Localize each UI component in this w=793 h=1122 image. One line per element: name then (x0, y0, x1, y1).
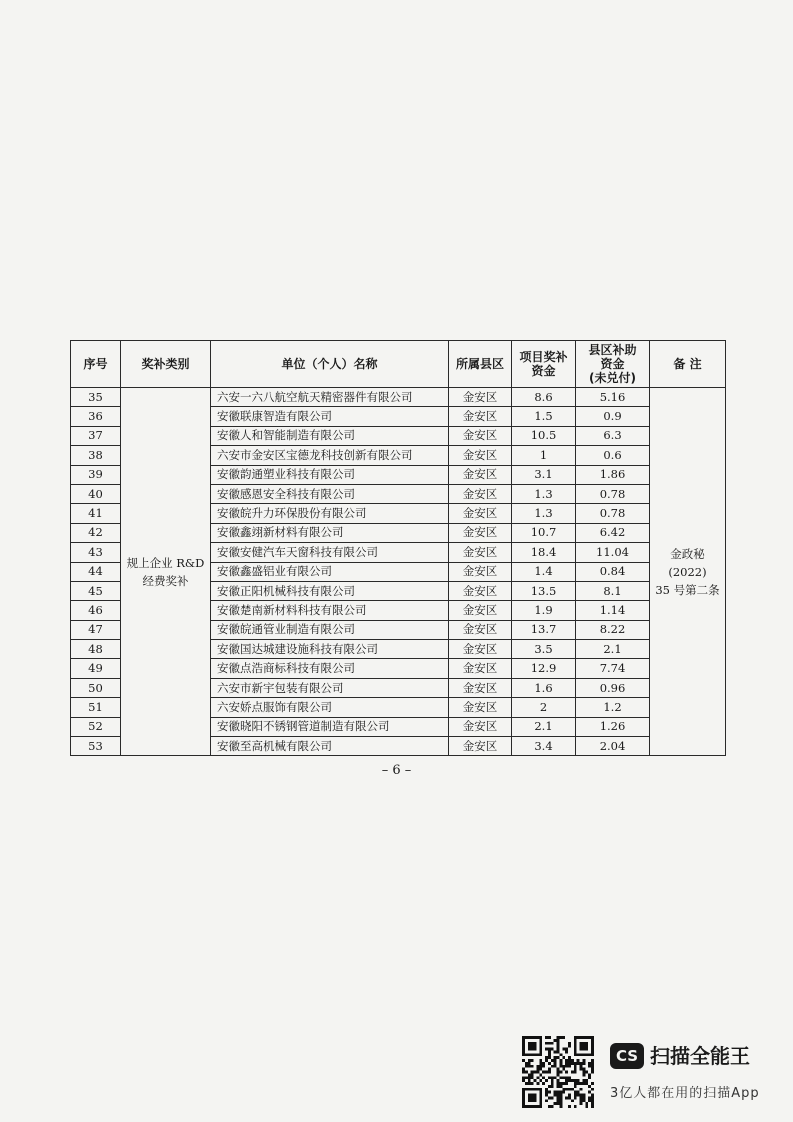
row-county-fund: 2.04 (576, 737, 650, 756)
row-index: 48 (71, 640, 121, 659)
row-unit-name: 六安市金安区宝德龙科技创新有限公司 (211, 446, 449, 465)
table-header-row (71, 341, 726, 388)
row-project-fund: 12.9 (512, 659, 576, 678)
row-unit-name: 安徽感恩安全科技有限公司 (211, 484, 449, 503)
row-county: 金安区 (449, 737, 512, 756)
row-county-fund: 11.04 (576, 543, 650, 562)
row-project-fund: 1.6 (512, 678, 576, 697)
row-project-fund: 13.5 (512, 581, 576, 600)
row-county: 金安区 (449, 426, 512, 445)
row-county-fund: 6.42 (576, 523, 650, 542)
header-project-fund-line: 资金 (531, 364, 556, 378)
row-project-fund: 2.1 (512, 717, 576, 736)
row-county-fund: 0.96 (576, 678, 650, 697)
header-county: 所属县区 (449, 341, 512, 388)
table-row (71, 388, 726, 407)
row-index: 51 (71, 698, 121, 717)
row-index: 37 (71, 426, 121, 445)
row-project-fund: 1.4 (512, 562, 576, 581)
row-county-fund: 1.86 (576, 465, 650, 484)
row-county: 金安区 (449, 484, 512, 503)
row-county: 金安区 (449, 698, 512, 717)
row-county-fund: 1.2 (576, 698, 650, 717)
row-project-fund: 13.7 (512, 620, 576, 639)
page-number: – 6 – (381, 763, 412, 778)
row-unit-name: 安徽鑫翊新材料有限公司 (211, 523, 449, 542)
row-project-fund: 18.4 (512, 543, 576, 562)
row-index: 46 (71, 601, 121, 620)
row-index: 42 (71, 523, 121, 542)
row-unit-name: 六安娇点服饰有限公司 (211, 698, 449, 717)
row-county: 金安区 (449, 601, 512, 620)
row-unit-name: 安徽安健汽车天窗科技有限公司 (211, 543, 449, 562)
row-unit-name: 安徽至高机械有限公司 (211, 737, 449, 756)
row-county-fund: 0.84 (576, 562, 650, 581)
header-county-fund-line: (未兑付) (589, 371, 636, 385)
row-project-fund: 10.5 (512, 426, 576, 445)
row-index: 35 (71, 388, 121, 407)
row-project-fund: 1 (512, 446, 576, 465)
row-index: 41 (71, 504, 121, 523)
row-index: 39 (71, 465, 121, 484)
row-county-fund: 0.6 (576, 446, 650, 465)
row-index: 44 (71, 562, 121, 581)
row-unit-name: 安徽韵通塑业科技有限公司 (211, 465, 449, 484)
app-tagline: 3亿人都在用的扫描App (610, 1086, 760, 1101)
row-project-fund: 1.9 (512, 601, 576, 620)
row-county-fund: 2.1 (576, 640, 650, 659)
row-unit-name: 六安一六八航空航天精密器件有限公司 (211, 388, 449, 407)
row-county-fund: 0.9 (576, 407, 650, 426)
category-line: 经费奖补 (142, 573, 189, 588)
remark-cell (650, 388, 726, 756)
row-unit-name: 安徽人和智能制造有限公司 (211, 426, 449, 445)
scanner-watermark (522, 1036, 782, 1108)
row-county: 金安区 (449, 523, 512, 542)
row-county-fund: 0.78 (576, 504, 650, 523)
row-county: 金安区 (449, 678, 512, 697)
row-county-fund: 6.3 (576, 426, 650, 445)
row-county: 金安区 (449, 620, 512, 639)
row-county: 金安区 (449, 717, 512, 736)
row-county-fund: 8.22 (576, 620, 650, 639)
header-project-fund-line: 项目奖补 (519, 350, 568, 364)
row-county: 金安区 (449, 581, 512, 600)
row-county: 金安区 (449, 388, 512, 407)
camscanner-logo: CS (610, 1043, 644, 1069)
row-project-fund: 10.7 (512, 523, 576, 542)
row-index: 53 (71, 737, 121, 756)
row-county: 金安区 (449, 543, 512, 562)
qr-code-icon (522, 1036, 594, 1108)
row-index: 50 (71, 678, 121, 697)
row-county-fund: 1.14 (576, 601, 650, 620)
row-project-fund: 1.5 (512, 407, 576, 426)
header-county-fund-line: 资金 (600, 357, 625, 371)
header-index: 序号 (71, 341, 121, 388)
row-unit-name: 安徽鑫盛铝业有限公司 (211, 562, 449, 581)
row-unit-name: 六安市新宇包装有限公司 (211, 678, 449, 697)
row-project-fund: 3.1 (512, 465, 576, 484)
row-unit-name: 安徽点浩商标科技有限公司 (211, 659, 449, 678)
row-index: 40 (71, 484, 121, 503)
row-unit-name: 安徽国达城建设施科技有限公司 (211, 640, 449, 659)
row-unit-name: 安徽皖通管业制造有限公司 (211, 620, 449, 639)
row-index: 38 (71, 446, 121, 465)
table-body (71, 388, 726, 756)
header-project-fund (512, 341, 576, 388)
row-county: 金安区 (449, 659, 512, 678)
row-project-fund: 1.3 (512, 484, 576, 503)
row-index: 49 (71, 659, 121, 678)
row-county: 金安区 (449, 465, 512, 484)
row-unit-name: 安徽皖升力环保股份有限公司 (211, 504, 449, 523)
remark-line: 35 号第二条 (655, 582, 720, 597)
row-index: 47 (71, 620, 121, 639)
header-category: 奖补类别 (121, 341, 211, 388)
row-county-fund: 7.74 (576, 659, 650, 678)
header-unit: 单位（个人）名称 (211, 341, 449, 388)
row-county: 金安区 (449, 407, 512, 426)
row-project-fund: 3.5 (512, 640, 576, 659)
category-cell (121, 388, 211, 756)
row-county: 金安区 (449, 640, 512, 659)
row-project-fund: 2 (512, 698, 576, 717)
row-county: 金安区 (449, 562, 512, 581)
header-county-fund (576, 341, 650, 388)
row-index: 52 (71, 717, 121, 736)
row-unit-name: 安徽联康智造有限公司 (211, 407, 449, 426)
row-project-fund: 1.3 (512, 504, 576, 523)
row-county-fund: 1.26 (576, 717, 650, 736)
category-line: 规上企业 R&D (126, 555, 205, 570)
header-county-fund-line: 县区补助 (588, 343, 637, 357)
row-unit-name: 安徽正阳机械科技有限公司 (211, 581, 449, 600)
row-index: 43 (71, 543, 121, 562)
app-name: 扫描全能王 (650, 1044, 750, 1068)
row-project-fund: 8.6 (512, 388, 576, 407)
award-table (70, 340, 726, 756)
row-unit-name: 安徽楚南新材料科技有限公司 (211, 601, 449, 620)
header-remark: 备 注 (650, 341, 726, 388)
row-index: 36 (71, 407, 121, 426)
row-index: 45 (71, 581, 121, 600)
row-county-fund: 8.1 (576, 581, 650, 600)
row-unit-name: 安徽晓阳不锈钢管道制造有限公司 (211, 717, 449, 736)
row-project-fund: 3.4 (512, 737, 576, 756)
row-county: 金安区 (449, 504, 512, 523)
row-county: 金安区 (449, 446, 512, 465)
remark-line: 金政秘(2022) (668, 546, 707, 579)
row-county-fund: 5.16 (576, 388, 650, 407)
row-county-fund: 0.78 (576, 484, 650, 503)
